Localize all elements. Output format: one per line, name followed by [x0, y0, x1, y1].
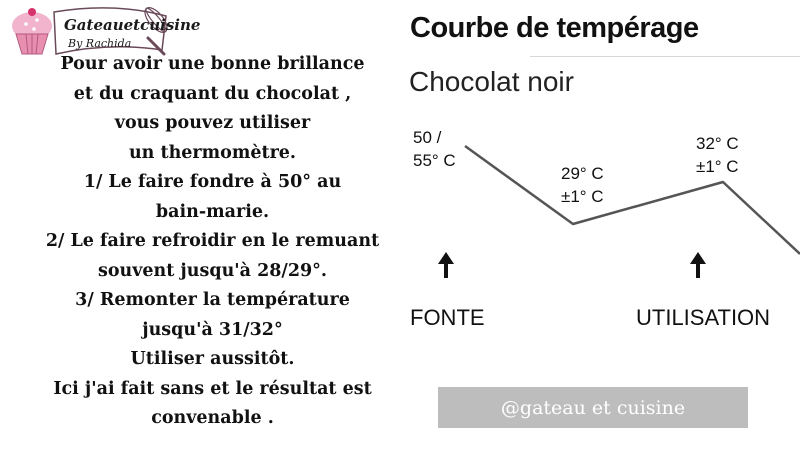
tip-line: jusqu'à 31/32° [142, 319, 283, 340]
logo-title: Gateauetcuisine [64, 16, 201, 34]
tempering-curve-panel [405, 0, 800, 450]
curve-line [465, 146, 800, 254]
tip-line: 3/ Remonter la température [75, 290, 350, 310]
tip-line: convenable . [151, 408, 274, 428]
up-arrow-icon [438, 252, 454, 278]
point-work-label: 32° C ±1° C [696, 134, 739, 176]
curve-title: Courbe de tempérage [410, 12, 699, 44]
temperature-curve [405, 0, 800, 450]
tip-line: et du craquant du chocolat , [73, 83, 352, 104]
tip-line: bain-marie. [155, 201, 270, 222]
tip-line: Utiliser aussitôt. [130, 349, 295, 369]
tip-line: 2/ Le faire refroidir en le remuant [45, 231, 380, 251]
stage-use-label: UTILISATION [636, 305, 771, 330]
logo-byline: By Rachida [68, 37, 132, 50]
point-cool-label: 29° C ±1° C [561, 164, 604, 206]
tempering-tips [20, 50, 405, 434]
up-arrow-icon [690, 252, 706, 278]
tip-line: souvent jusqu'à 28/29°. [97, 260, 328, 281]
tip-line: vous pouvez utiliser [114, 113, 311, 133]
point-melt-label: 50 / 55° C [413, 128, 456, 170]
tip-line: un thermomètre. [128, 142, 297, 163]
stage-melt-label: FONTE [410, 305, 485, 330]
tip-line: Ici j'ai fait sans et le résultat est [53, 378, 372, 399]
watermark-banner: @gateau et cuisine [438, 387, 748, 428]
tip-line: Pour avoir une bonne brillance [60, 54, 365, 74]
tip-line: 1/ Le faire fondre à 50° au [83, 172, 342, 192]
curve-subtitle: Chocolat noir [409, 66, 574, 97]
